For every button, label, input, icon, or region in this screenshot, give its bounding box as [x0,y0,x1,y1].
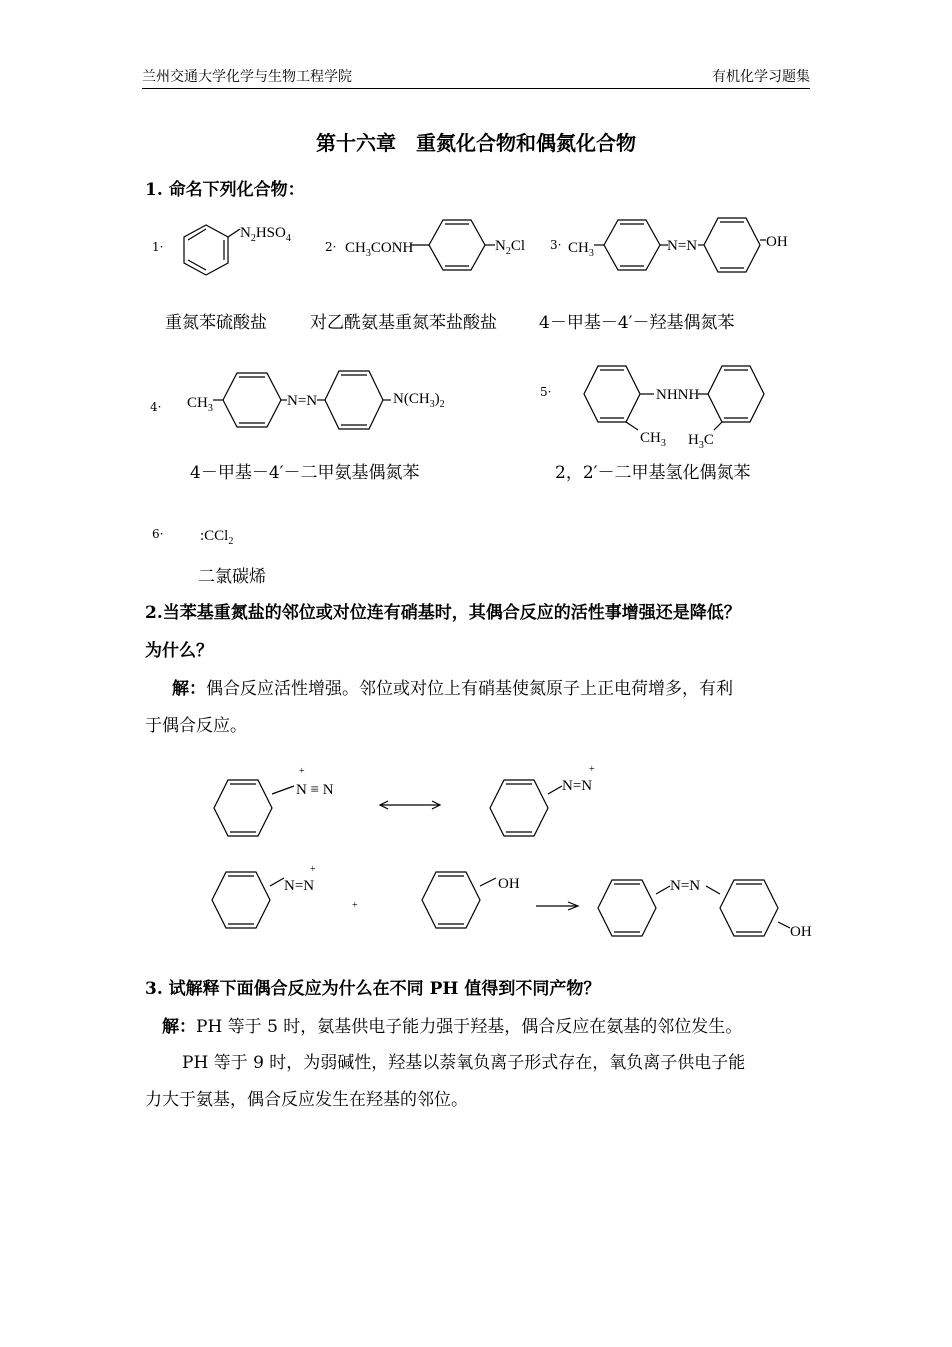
q2-scheme [200,760,820,950]
charge-1: + [299,766,305,777]
phenol-oh: OH [498,876,520,892]
header-left: 兰州交通大学化学与生物工程学院 [142,69,352,85]
q1-heading: 1. 命名下列化合物： [145,180,305,200]
page-title: 第十六章 重氮化合物和偶氮化合物 [316,131,636,155]
q3-answer-line3: 力大于氨基，偶合反应发生在羟基的邻位。 [145,1090,468,1110]
q2-heading-line1: 2.当苯基重氮盐的邻位或对位连有硝基时，其偶合反应的活性事增强还是降低？ [145,603,741,623]
structure-2 [345,210,545,290]
item2-name: 对乙酰氨基重氮苯盐酸盐 [310,313,497,333]
item2-num: 2· [325,240,337,254]
item5-sub-right: $H_3C$ [688,432,714,451]
item5-name: 2，2′－二甲基氢化偶氮苯 [555,463,751,483]
resonance-1-group: N ≡ N [296,782,334,798]
item4-num: 4· [150,400,162,414]
charge-2: + [589,764,595,775]
item3-formula-right: OH [766,234,788,250]
item4-name: 4－甲基－4′－二甲氨基偶氮苯 [190,463,420,483]
structure-6 [200,520,280,550]
header-right: 有机化学习题集 [712,69,810,85]
item5-link: NHNH [656,387,700,403]
item2-formula-right: $N_2Cl$ [495,238,526,257]
q3-answer-line2: PH 等于 9 时，为弱碱性，羟基以萘氧负离子形式存在，氧负离子供电子能 [182,1053,746,1073]
item6-num: 6· [152,527,164,541]
q2-answer-line1: 解：偶合反应活性增强。邻位或对位上有硝基使氮原子上正电荷增多，有利 [172,679,733,699]
item5-num: 5· [540,385,552,399]
q3-heading: 3. 试解释下面偶合反应为什么在不同 PH 值得到不同产物？ [145,979,601,999]
item3-link: N=N [667,238,698,254]
item1-num: 1· [152,240,164,254]
item1-formula: $N_2HSO_4$ [240,225,291,244]
item3-num: 3· [550,238,562,252]
resonance-2-group: N=N [562,778,593,794]
product-oh: OH [790,924,812,940]
item5-sub-left: $CH_3$ [640,430,666,449]
q2-answer-label: 解： [172,679,206,699]
item3-formula-left: $CH_3$ [568,240,594,259]
item1-name: 重氮苯硫酸盐 [165,313,267,333]
structure-4 [187,365,467,445]
item4-link: N=N [287,393,318,409]
structure-1 [168,215,298,295]
item6-formula: :CCl$_2$ [200,528,234,547]
plus-sign: + [352,900,358,911]
header-rule [142,88,810,89]
item6-name: 二氯碳烯 [198,567,266,587]
item2-formula-left: $CH_3CONH$ [345,240,414,259]
item3-name: 4－甲基－4′－羟基偶氮苯 [539,313,735,333]
product-link: N=N [670,878,701,894]
q2-heading-line2: 为什么？ [145,641,213,661]
q3-answer-label: 解： [162,1017,196,1037]
structure-3 [568,210,818,290]
q2-answer-line2: 于偶合反应。 [145,716,247,736]
item4-formula-right: $N(CH_3)_2$ [393,391,445,410]
charge-3: + [310,864,316,875]
reactant-group: N=N [284,878,315,894]
q3-answer-line1: 解：PH 等于 5 时，氨基供电子能力强于羟基，偶合反应在氨基的邻位发生。 [162,1017,743,1037]
item4-formula-left: $CH_3$ [187,395,213,414]
structure-5 [580,360,790,455]
